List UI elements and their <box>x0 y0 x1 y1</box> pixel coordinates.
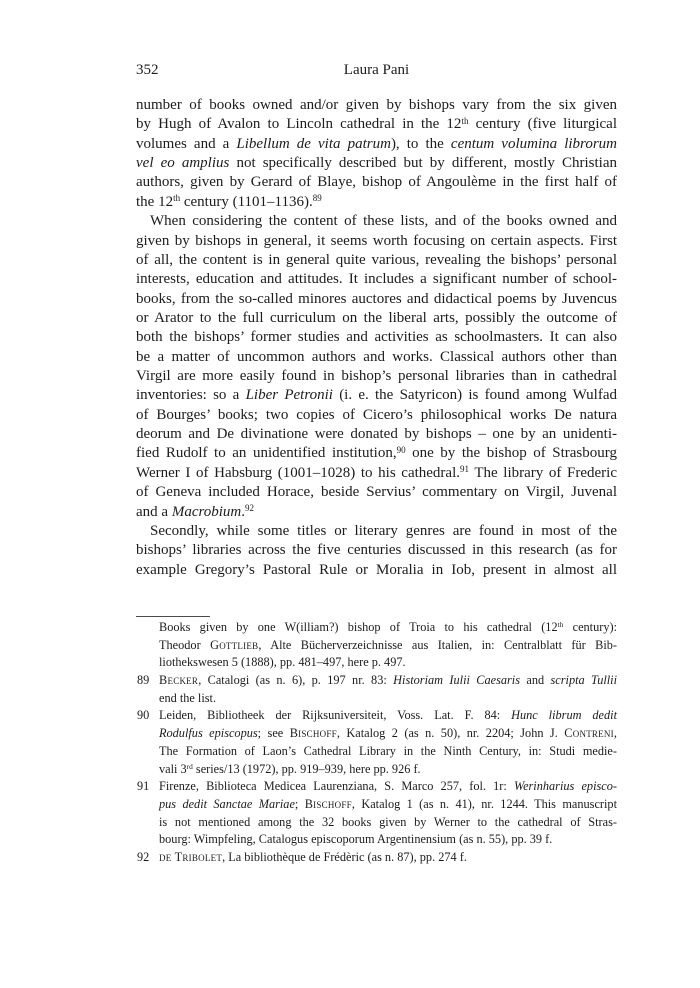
small-caps-text: Contreni <box>564 726 614 741</box>
text-line <box>159 707 617 725</box>
text-line <box>136 541 617 560</box>
text-line <box>136 135 617 154</box>
small-caps-text: Bischoff <box>304 796 352 811</box>
text-run: ; <box>294 796 305 811</box>
text-line <box>136 444 617 463</box>
italic-text: scripta Tullii <box>550 673 618 688</box>
text-run: series/13 (1972), pp. 919–939, here pp. 926 f. <box>192 761 421 776</box>
text-run: . <box>241 503 246 520</box>
text-line <box>159 814 617 832</box>
running-header <box>136 61 617 80</box>
text-run: example Gregory’s Pastoral Rule or Moralia in Iob, present in almost all <box>136 561 617 578</box>
paragraph <box>136 522 617 580</box>
text-run: century (1101–1136). <box>180 193 313 210</box>
text-run: ; see <box>257 726 290 741</box>
text-line <box>159 778 617 796</box>
text-line <box>136 212 617 231</box>
text-run: Firenze, Biblioteca Medicea Laurenziana, S. Marco 257, fol. 1r: <box>159 779 514 794</box>
small-caps-text: Bischoff <box>289 726 337 741</box>
text-line <box>136 367 617 386</box>
text-run: Books given by one W(illiam?) bishop of Troia to his cathedral (12 <box>159 620 558 634</box>
text-run: and <box>520 673 551 688</box>
text-run: The Formation of Laon’s Cathedral Library in the Ninth Century, in: Studi medie- <box>159 743 617 758</box>
text-run: by Hugh of Avalon to Lincoln cathedral in the 12 <box>136 116 462 133</box>
text-run: , Alte Bücherverzeichnisse aus Italien, in: Centralblatt für Bib- <box>258 637 617 652</box>
text-run: vali 3 <box>159 761 187 776</box>
text-line <box>159 637 617 655</box>
text-line <box>159 849 617 867</box>
text-run: , Catalogi (as n. 6), p. 197 nr. 83: <box>198 673 394 688</box>
small-caps-text: Becker <box>159 673 199 688</box>
text-line <box>159 690 617 708</box>
text-line <box>136 522 617 541</box>
text-line <box>136 483 617 502</box>
text-line <box>136 561 617 580</box>
paragraph <box>136 96 617 212</box>
text-run: of Geneva included Horace, beside Servius’ commentary on Virgil, Juvenal <box>136 484 617 501</box>
text-line <box>136 328 617 347</box>
footnote-reference: 91 <box>460 464 470 475</box>
italic-text: centum volumina librorum <box>450 135 617 152</box>
text-run: of all, the content is in general quite various, revealing the bishops’ personal <box>136 251 617 268</box>
text-run: is not mentioned among the 32 books given by Werner to the cathedral of Stras- <box>159 814 617 829</box>
text-run: volumes and a <box>136 135 237 152</box>
footnote <box>137 849 617 867</box>
text-run: one by the bishop of Strasbourg <box>405 445 617 462</box>
text-run: or Arator to the full curriculum on the liberal arts, possibly the outcome of <box>136 309 617 326</box>
main-text <box>136 96 617 580</box>
text-run: not specifically described but by different, mostly Christian <box>229 155 617 172</box>
footnote <box>137 707 617 778</box>
footnote-number: 90 <box>137 708 150 723</box>
text-run: given by bishops in general, it seems worth focusing on certain aspects. First <box>136 232 617 249</box>
superscript: th <box>461 115 469 126</box>
text-line <box>136 173 617 192</box>
footnotes <box>137 619 618 867</box>
text-line <box>136 348 617 367</box>
text-line <box>136 386 617 405</box>
text-line <box>136 193 617 212</box>
text-line <box>159 654 617 672</box>
text-run: number of books owned and/or given by bishops vary from the six given <box>136 97 617 113</box>
text-run: century (five liturgical <box>468 116 617 133</box>
text-run: Leiden, Bibliotheek der Rijksuniversiteit, Voss. Lat. F. 84: <box>159 708 512 723</box>
superscript: rd <box>186 761 193 771</box>
footnote-number: 89 <box>137 673 150 688</box>
text-run: Werner I of Habsburg (1001–1028) to his cathedral. <box>136 464 461 481</box>
text-line <box>136 154 617 173</box>
text-run: The library of Frederic <box>469 464 617 481</box>
text-run: inventories: so a <box>136 387 246 404</box>
footnote-reference: 90 <box>396 444 406 455</box>
text-line <box>159 619 617 637</box>
text-line <box>159 761 617 779</box>
text-line <box>136 503 617 522</box>
italic-text: Hunc librum dedit <box>511 708 617 723</box>
text-run: Theodor <box>159 637 211 652</box>
footnote <box>137 778 617 849</box>
text-line <box>159 743 617 761</box>
text-line <box>136 425 617 444</box>
text-run: , La bibliothèque de Frédèric (as n. 87), pp. 274 f. <box>222 849 467 864</box>
italic-text: Rodulfus episcopus <box>159 726 258 741</box>
text-line <box>136 290 617 309</box>
text-run: fied Rudolf to an unidentified institution, <box>136 445 397 462</box>
italic-text: Werinharius episco- <box>513 779 617 794</box>
text-line <box>159 796 617 814</box>
text-run: the 12 <box>136 193 174 210</box>
text-line <box>136 464 617 483</box>
italic-text: pus dedit Sanctae Mariae <box>159 796 295 811</box>
text-line <box>136 232 617 251</box>
italic-text: Macrobium <box>171 503 242 520</box>
text-run: be a matter of uncommon authors and works. Classical authors other than <box>136 348 617 365</box>
text-line <box>136 309 617 328</box>
paragraph <box>136 212 617 522</box>
text-run: authors, given by Gerard of Blaye, bishop of Angoulème in the first half of <box>136 174 617 191</box>
text-run: bourg: Wimpfeling, Catalogus episcoporum Argentinensium (as n. 55), pp. 39 f. <box>159 832 553 847</box>
small-caps-text: de Tribolet <box>159 849 223 864</box>
page-number: 352 <box>136 62 159 78</box>
text-line <box>159 672 617 690</box>
footnote-reference: 89 <box>312 193 322 204</box>
text-run: deorum and De divinatione were donated by bishops – one by an unidenti- <box>136 426 617 443</box>
text-line <box>136 406 617 425</box>
text-run: both the bishops’ former studies and activities as schoolmasters. It can also <box>136 329 617 346</box>
text-line <box>159 831 617 849</box>
text-run: books, from the so-called minores auctores and didactical poems by Juvencus <box>136 290 617 307</box>
text-run: of Bourges’ books; two copies of Cicero’s philosophical works De natura <box>136 406 617 423</box>
italic-text: vel eo amplius <box>136 155 230 172</box>
text-run: (i. e. the Satyricon) is found among Wulfad <box>332 387 617 404</box>
author-running-head: Laura Pani <box>343 62 410 78</box>
text-line <box>136 115 617 134</box>
superscript: th <box>173 193 181 204</box>
footnote-reference: 92 <box>245 503 255 514</box>
text-run: bishops’ libraries across the five centuries discussed in this research (as for <box>136 542 617 559</box>
footnote-number: 92 <box>137 849 150 864</box>
text-run: , Katalog 1 (as n. 41), nr. 1244. This manuscript <box>351 796 617 811</box>
text-run: liothekswesen 5 (1888), pp. 481–497, here p. 497. <box>159 655 406 670</box>
footnote <box>159 619 617 672</box>
text-run: interests, education and attitudes. It includes a significant number of school- <box>136 271 617 288</box>
text-run: Secondly, while some titles or literary genres are found in most of the <box>150 522 617 539</box>
footnote <box>137 672 618 707</box>
text-run: , <box>613 726 617 741</box>
italic-text: Liber Petronii <box>245 387 333 404</box>
text-run: When considering the content of these lists, and of the books owned and <box>150 213 617 230</box>
footnote-number: 91 <box>137 779 150 794</box>
text-line <box>136 270 617 289</box>
italic-text: Historiam Iulii Caesaris <box>393 673 520 688</box>
text-line <box>136 96 617 115</box>
text-line <box>159 725 617 743</box>
text-run: century): <box>563 620 617 634</box>
small-caps-text: Gottlieb <box>210 637 259 652</box>
text-run: end the list. <box>159 690 217 705</box>
superscript: th <box>557 620 564 630</box>
text-run: Virgil are more easily found in bishop’s personal libraries than in cathedral <box>136 368 617 385</box>
text-run: and a <box>136 503 172 520</box>
text-run: ), to the <box>390 135 451 152</box>
italic-text: Libellum de vita patrum <box>236 135 391 152</box>
text-run: , Katalog 2 (as n. 50), nr. 2204; John J. <box>336 726 565 741</box>
text-line <box>136 251 617 270</box>
footnote-divider <box>136 616 210 617</box>
